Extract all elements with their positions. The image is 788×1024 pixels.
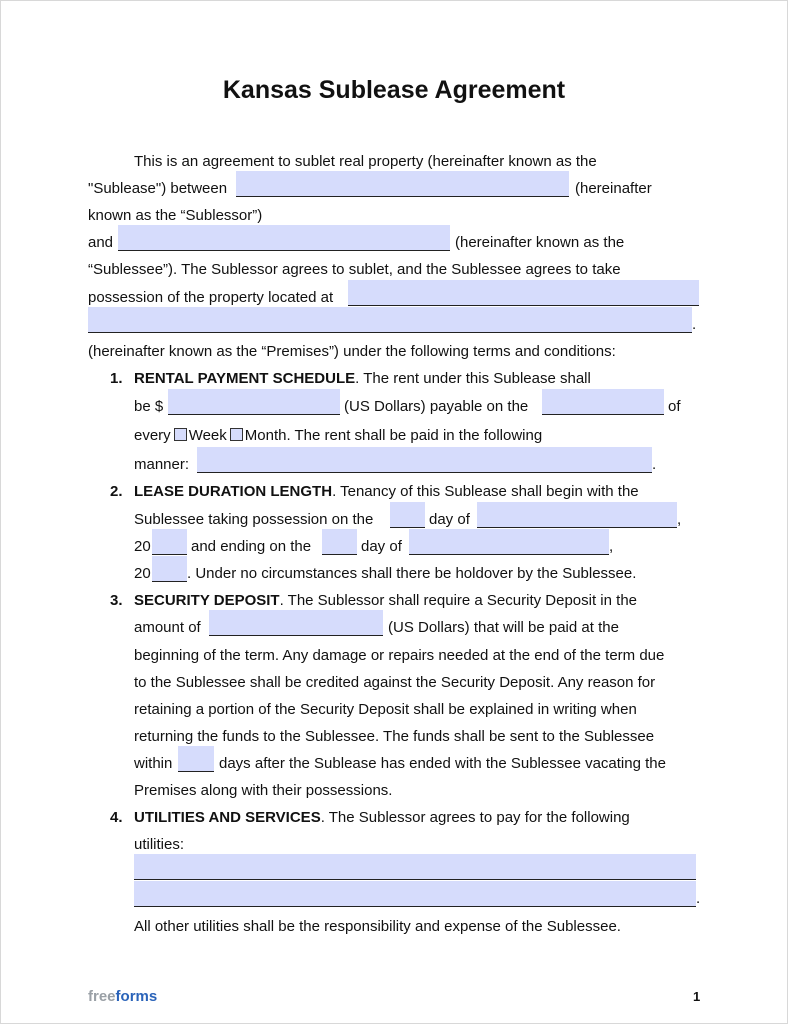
section-3-line-6: returning the funds to the Sublessee. The funds shall be sent to the Sublessee: [134, 728, 655, 745]
month-checkbox[interactable]: [230, 428, 243, 441]
logo-forms-text: forms: [115, 988, 158, 1005]
payment-frequency-line: [134, 426, 542, 446]
start-year-prefix: 20: [134, 538, 151, 555]
intro-line-4-label: and: [88, 234, 114, 251]
section-2-heading: LEASE DURATION LENGTH: [134, 483, 333, 500]
rent-amount-field[interactable]: [168, 389, 340, 415]
section-4-line-4: All other utilities shall be the responsibility and expense of the Sublessee.: [134, 918, 621, 935]
section-3-text-1: . The Sublessor shall require a Security Deposit in the: [279, 592, 638, 609]
start-month-field[interactable]: [477, 502, 677, 528]
start-day-of-label: day of: [429, 511, 470, 528]
week-checkbox[interactable]: [174, 428, 187, 441]
section-1-line-1: [134, 369, 591, 389]
section-3-line-5: retaining a portion of the Security Deposit shall be explained in writing when: [134, 701, 637, 718]
section-3-line-8: Premises along with their possessions.: [134, 782, 393, 799]
utilities-field-1[interactable]: [134, 854, 696, 880]
month-label: Month. The rent shall be paid in the following: [244, 427, 543, 444]
document-title: Kansas Sublease Agreement: [222, 76, 566, 104]
utilities-period: .: [696, 890, 701, 907]
section-1-heading: RENTAL PAYMENT SCHEDULE: [134, 370, 356, 387]
payment-manner-field[interactable]: [197, 447, 652, 473]
intro-line-3: known as the “Sublessor”): [88, 207, 263, 224]
sublessor-name-field[interactable]: [236, 171, 569, 197]
section-3-line-7-tail: days after the Sublease has ended with the Sublessee vacating the: [219, 755, 666, 772]
return-days-field[interactable]: [178, 746, 214, 772]
every-label: every: [134, 427, 171, 444]
end-comma: ,: [609, 538, 614, 555]
of-label: of: [668, 398, 681, 415]
week-label: Week: [188, 427, 227, 444]
property-address-field-2[interactable]: [88, 307, 692, 333]
intro-line-6-label: possession of the property located at: [88, 289, 334, 306]
section-1-number: 1.: [110, 370, 123, 387]
property-address-field-1[interactable]: [348, 280, 699, 306]
page-number: 1: [693, 989, 701, 1004]
section-3-heading: SECURITY DEPOSIT: [134, 592, 280, 609]
section-4-text-1: . The Sublessor agrees to pay for the following: [320, 809, 630, 826]
section-3-line-3: beginning of the term. Any damage or repairs needed at the end of the term due: [134, 647, 665, 664]
manner-label: manner:: [134, 456, 190, 473]
section-3-line-4: to the Sublessee shall be credited against the Security Deposit. Any reason for: [134, 674, 656, 691]
end-year-prefix: 20: [134, 565, 151, 582]
sublessee-name-field[interactable]: [118, 225, 450, 251]
end-day-of-label: day of: [361, 538, 402, 555]
payment-day-field[interactable]: [542, 389, 664, 415]
start-comma: ,: [677, 511, 682, 528]
end-day-field[interactable]: [322, 529, 357, 555]
section-2-line-1: [134, 482, 639, 502]
deposit-amount-field[interactable]: [209, 610, 383, 636]
deposit-dollars-label: (US Dollars) that will be paid at the: [388, 619, 619, 636]
intro-line-2-tail: (hereinafter: [575, 180, 652, 197]
intro-line-4-tail: (hereinafter known as the: [455, 234, 625, 251]
within-label: within: [134, 755, 173, 772]
payable-on-label: (US Dollars) payable on the: [344, 398, 529, 415]
start-day-field[interactable]: [390, 502, 425, 528]
section-4-line-1: [134, 808, 630, 828]
ending-on-label: and ending on the: [191, 538, 312, 555]
section-2-number: 2.: [110, 483, 123, 500]
section-4-heading: UTILITIES AND SERVICES: [134, 809, 321, 826]
deposit-amount-label: amount of: [134, 619, 201, 636]
intro-line-5: “Sublessee”). The Sublessor agrees to sublet, and the Sublessee agrees to take: [88, 261, 621, 278]
end-month-field[interactable]: [409, 529, 609, 555]
possession-label: Sublessee taking possession on the: [134, 511, 374, 528]
utilities-field-2[interactable]: [134, 881, 696, 907]
start-year-field[interactable]: [152, 529, 187, 555]
logo-free-text: free: [88, 988, 116, 1005]
section-4-number: 4.: [110, 809, 123, 826]
intro-line-1: This is an agreement to sublet real property (hereinafter known as the: [134, 153, 597, 170]
section-1-text-1: . The rent under this Sublease shall: [355, 370, 591, 387]
intro-line-8: (hereinafter known as the “Premises”) under the following terms and conditions:: [88, 343, 616, 360]
intro-line-7-period: .: [692, 316, 697, 333]
manner-period: .: [652, 456, 657, 473]
rent-amount-label: be $: [134, 398, 164, 415]
section-3-line-1: [134, 591, 637, 611]
utilities-label: utilities:: [134, 836, 185, 853]
holdover-text: . Under no circumstances shall there be holdover by the Sublessee.: [187, 565, 637, 582]
end-year-field[interactable]: [152, 556, 187, 582]
freeforms-logo: [88, 988, 157, 1005]
section-2-text-1: . Tenancy of this Sublease shall begin with the: [332, 483, 639, 500]
section-3-number: 3.: [110, 592, 123, 609]
intro-line-2-label: "Sublease") between: [88, 180, 228, 197]
